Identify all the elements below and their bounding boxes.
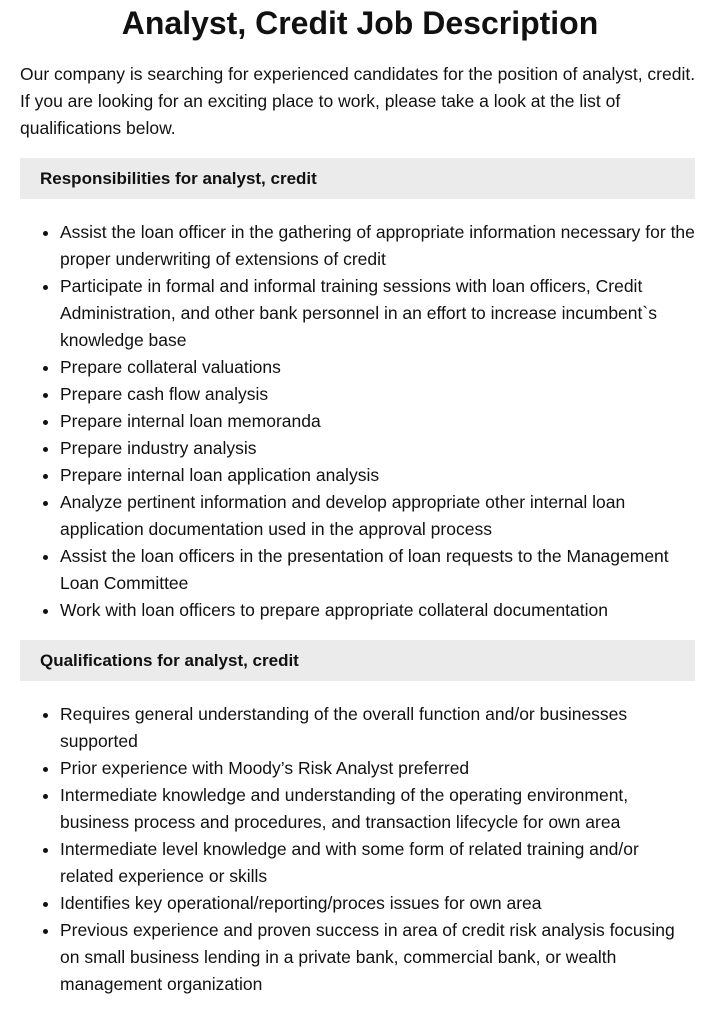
intro-paragraph: Our company is searching for experienced candidates for the position of analyst, credit. If you are looking for an exciting place to work, please take a look at the list of qualifications below.: [20, 64, 696, 138]
list-item: • Intermediate level knowledge and with some form of related training and/or related experience or skills: [60, 836, 695, 890]
section-heading: Responsibilities for analyst, credit: [20, 158, 695, 199]
list-item: • Prepare cash flow analysis: [60, 381, 695, 408]
list-item: • Work with loan officers to prepare appropriate collateral documentation: [60, 597, 695, 624]
list-item: • Requires general understanding of the overall function and/or businesses supported: [60, 701, 695, 755]
list-item: • Intermediate knowledge and understanding of the operating environment, business process and procedures, and transaction lifecycle for own area: [60, 782, 695, 836]
list-item: • Prepare collateral valuations: [60, 354, 695, 381]
list-item: • Assist the loan officers in the presentation of loan requests to the Management Loan Committee: [60, 543, 695, 597]
qualifications-list: [20, 701, 695, 998]
list-item: • Participate in formal and informal training sessions with loan officers, Credit Administration, and other bank personnel in an effort to increase incumbent`s knowledge base: [60, 273, 695, 354]
list-item: • Prepare internal loan application analysis: [60, 462, 695, 489]
responsibilities-list: [20, 219, 695, 624]
list-item: • Analyze pertinent information and develop appropriate other internal loan application documentation used in the approval process: [60, 489, 695, 543]
list-item: • Identifies key operational/reporting/proces issues for own area: [60, 890, 695, 917]
page-title: Analyst, Credit Job Description: [121, 5, 599, 41]
list-item: • Prior experience with Moody’s Risk Analyst preferred: [60, 755, 695, 782]
section-heading: Qualifications for analyst, credit: [20, 640, 695, 681]
list-item: • Prepare industry analysis: [60, 435, 695, 462]
list-item: • Prepare internal loan memoranda: [60, 408, 695, 435]
list-item: • Previous experience and proven success in area of credit risk analysis focusing on small business lending in a private bank, commercial bank, or wealth management organization: [60, 917, 695, 998]
list-item: • Assist the loan officer in the gathering of appropriate information necessary for the proper underwriting of extensions of credit: [60, 219, 695, 273]
sections: [0, 158, 720, 998]
